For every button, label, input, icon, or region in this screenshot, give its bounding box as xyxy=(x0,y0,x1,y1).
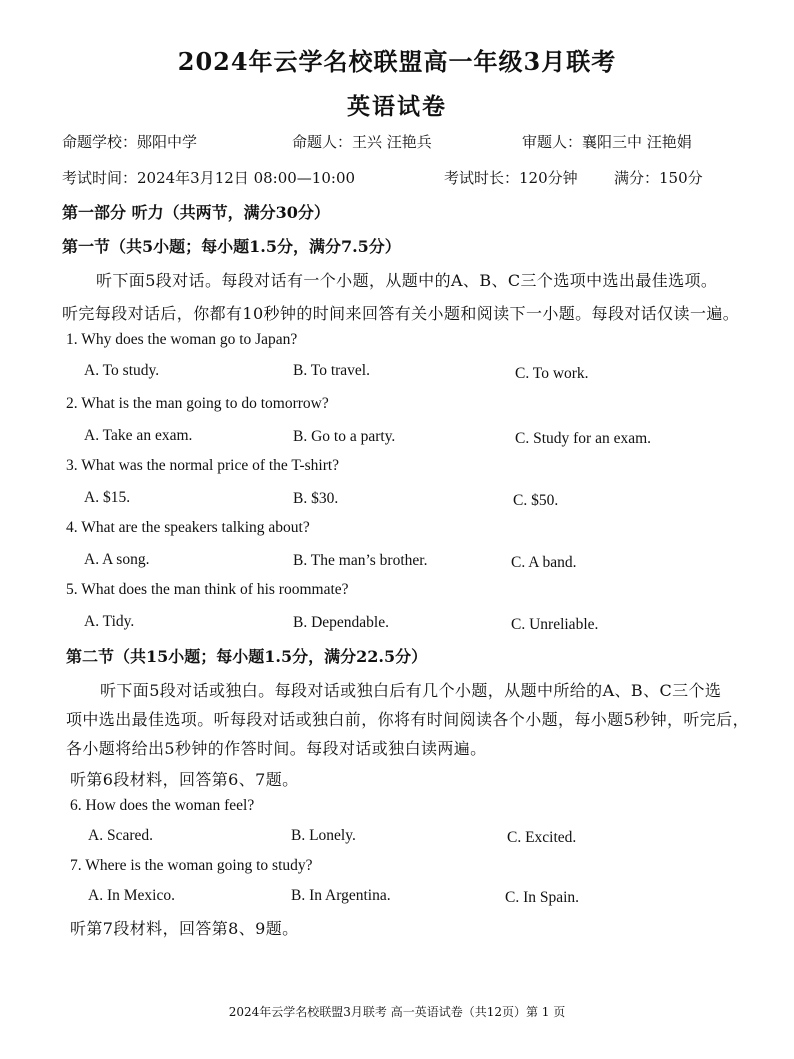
school-label: 命题学校：郧阳中学 xyxy=(62,133,198,151)
section2-instruction-line3: 各小题将给出5秒钟的作答时间。每段对话或独白读两遍。 xyxy=(66,739,487,758)
section2-title: 第二节（共15小题；每小题1.5分，满分22.5分） xyxy=(66,647,428,666)
q7-option-c: C. In Spain. xyxy=(505,889,580,906)
author-label: 命题人：王兴 汪艳兵 xyxy=(292,133,432,151)
section1-title: 第一节（共5小题；每小题1.5分，满分7.5分） xyxy=(62,237,401,256)
q6-option-b: B. Lonely. xyxy=(291,827,356,844)
question-4: 4. What are the speakers talking about? xyxy=(66,519,310,536)
q2-option-a: A. Take an exam. xyxy=(84,427,193,444)
section1-instruction-line2: 听完每段对话后，你都有10秒钟的时间来回答有关小题和阅读下一小题。每段对话仅读一遍。 xyxy=(62,304,740,323)
q1-option-b: B. To travel. xyxy=(293,362,370,379)
q1-option-c: C. To work. xyxy=(515,365,589,382)
question-2: 2. What is the man going to do tomorrow? xyxy=(66,395,329,412)
q1-option-a: A. To study. xyxy=(84,362,160,379)
q6-option-c: C. Excited. xyxy=(507,829,577,846)
section1-instruction-line1: 听下面5段对话。每段对话有一个小题，从题中的A、B、C三个选项中选出最佳选项。 xyxy=(96,271,718,290)
question-3: 3. What was the normal price of the T-shirt? xyxy=(66,457,340,474)
duration-label: 考试时长：120分钟 xyxy=(444,169,578,187)
q5-option-c: C. Unreliable. xyxy=(511,616,599,633)
material-7-label: 听第7段材料，回答第8、9题。 xyxy=(70,919,299,938)
exam-time-label: 考试时间：2024年3月12日 08:00—10:00 xyxy=(62,169,356,187)
q4-option-b: B. The man’s brother. xyxy=(293,552,428,569)
q2-option-c: C. Study for an exam. xyxy=(515,430,652,447)
q3-option-a: A. $15. xyxy=(84,489,131,506)
q4-option-a: A. A song. xyxy=(84,551,150,568)
q2-option-b: B. Go to a party. xyxy=(293,428,396,445)
question-5: 5. What does the man think of his roommate? xyxy=(66,581,349,598)
score-label: 满分：150分 xyxy=(614,169,703,187)
q7-option-a: A. In Mexico. xyxy=(88,887,175,904)
section2-instruction-line1: 听下面5段对话或独白。每段对话或独白后有几个小题，从题中所给的A、B、C三个选 xyxy=(100,681,722,700)
part1-title: 第一部分 听力（共两节，满分30分） xyxy=(62,203,330,222)
q5-option-b: B. Dependable. xyxy=(293,614,389,631)
question-6: 6. How does the woman feel? xyxy=(70,797,255,814)
section2-instruction-line2: 项中选出最佳选项。听每段对话或独白前，你将有时间阅读各个小题，每小题5秒钟，听完后， xyxy=(66,710,749,729)
page-footer: 2024年云学名校联盟3月联考 高一英语试卷（共12页）第 1 页 xyxy=(228,1005,566,1019)
question-7: 7. Where is the woman going to study? xyxy=(70,857,313,874)
q5-option-a: A. Tidy. xyxy=(84,613,135,630)
q4-option-c: C. A band. xyxy=(511,554,577,571)
material-6-label: 听第6段材料，回答第6、7题。 xyxy=(70,770,299,789)
q3-option-b: B. $30. xyxy=(293,490,339,507)
question-1: 1. Why does the woman go to Japan? xyxy=(66,331,298,348)
exam-subtitle: 英语试卷 xyxy=(347,93,447,120)
q3-option-c: C. $50. xyxy=(513,492,559,509)
reviewer-label: 审题人：襄阳三中 汪艳娟 xyxy=(522,133,692,151)
exam-title: 2024年云学名校联盟高一年级3月联考 xyxy=(177,47,617,76)
q7-option-b: B. In Argentina. xyxy=(291,887,391,904)
q6-option-a: A. Scared. xyxy=(88,827,153,844)
